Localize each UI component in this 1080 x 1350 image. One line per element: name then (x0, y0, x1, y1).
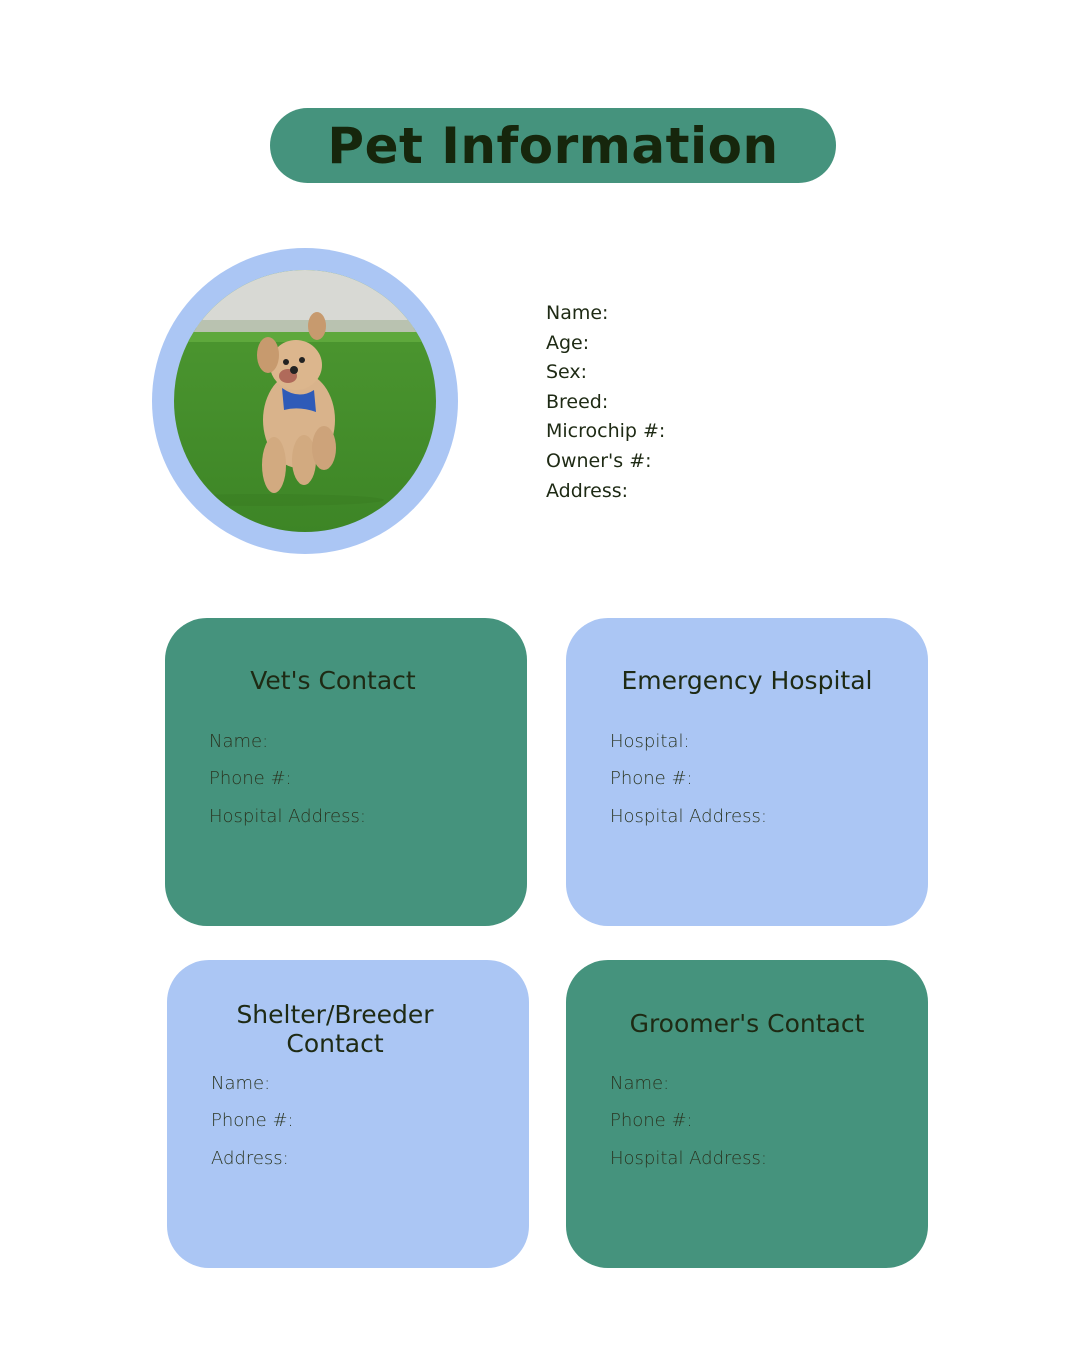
emergency-address-label: Hospital Address: (610, 805, 767, 827)
vet-name-label: Name: (209, 731, 269, 752)
pet-photo (174, 270, 436, 532)
groomer-contact-fields (610, 1065, 767, 1177)
pet-owner-number-label: Owner's #: (546, 449, 652, 472)
emergency-hospital-title: Emergency Hospital (621, 666, 873, 695)
emergency-hospital-card (566, 618, 928, 926)
vet-contact-card (165, 618, 527, 926)
emergency-hospital-fields (610, 723, 767, 835)
pet-photo-frame (152, 248, 458, 554)
vet-contact-fields (209, 723, 366, 835)
shelter-breeder-title-line2: Contact (286, 1029, 384, 1058)
emergency-hospital-label: Hospital: (610, 731, 690, 752)
shelter-breeder-fields (211, 1065, 294, 1177)
shelter-breeder-title-line1: Shelter/Breeder (236, 1000, 434, 1029)
vet-address-label: Hospital Address: (209, 805, 366, 827)
pet-breed-label: Breed: (546, 390, 609, 413)
shelter-name-label: Name: (211, 1073, 271, 1094)
groomer-contact-title: Groomer's Contact (629, 1009, 865, 1038)
groomer-contact-card (566, 960, 928, 1268)
title-banner (270, 108, 836, 183)
pet-microchip-label: Microchip #: (546, 420, 666, 443)
pet-age-label: Age: (546, 331, 590, 354)
groomer-phone-label: Phone #: (610, 1110, 693, 1132)
shelter-address-label: Address: (211, 1147, 289, 1169)
groomer-address-label: Hospital Address: (610, 1147, 767, 1169)
shelter-breeder-title (167, 1000, 529, 1058)
emergency-phone-label: Phone #: (610, 768, 693, 790)
dog-photo-icon (174, 270, 436, 532)
vet-phone-label: Phone #: (209, 768, 292, 790)
groomer-name-label: Name: (610, 1073, 670, 1094)
vet-contact-title: Vet's Contact (250, 666, 416, 695)
pet-details-list (546, 299, 665, 506)
shelter-phone-label: Phone #: (211, 1110, 294, 1132)
shelter-breeder-card (167, 960, 529, 1268)
page-title: Pet Information (327, 116, 779, 175)
pet-address-label: Address: (546, 479, 629, 502)
pet-sex-label: Sex: (546, 361, 588, 384)
pet-name-label: Name: (546, 302, 609, 324)
